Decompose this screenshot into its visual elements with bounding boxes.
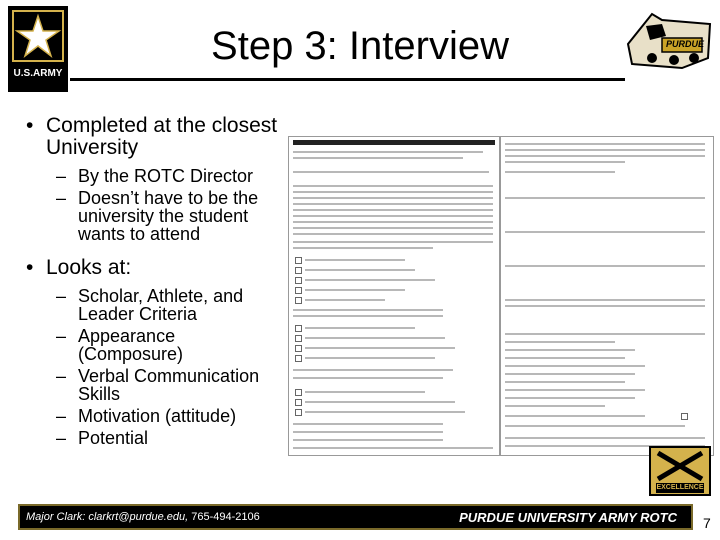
- sub-bullet: – Appearance (Composure): [20, 327, 290, 363]
- interview-form-page-2: [500, 136, 714, 456]
- sub-bullet: – Scholar, Athlete, and Leader Criteria: [20, 287, 290, 323]
- title-divider: [70, 78, 625, 81]
- bullet-looks-at: [20, 257, 290, 279]
- army-logo: [8, 6, 68, 92]
- sub-bullet-text: By the ROTC Director: [78, 166, 254, 186]
- sub-bullet-text: Potential: [78, 428, 149, 448]
- sub-bullet: – Verbal Communication Skills: [20, 367, 290, 403]
- footer-org: PURDUE UNIVERSITY ARMY ROTC: [459, 510, 677, 525]
- sub-bullet-text: Motivation (attitude): [78, 406, 237, 426]
- interview-form-page-1: [288, 136, 500, 456]
- sub-bullet: – Potential: [56, 428, 149, 448]
- sub-bullet-text: Verbal Communication Skills: [78, 366, 260, 404]
- contact-name: Major Clark:: [26, 511, 86, 523]
- army-logo-text: U.S.ARMY: [13, 68, 63, 79]
- bullet-text: Looks at:: [46, 256, 132, 279]
- slide-title: Step 3: Interview: [211, 24, 509, 68]
- form-header-bar: [293, 140, 495, 145]
- footer-contact: [26, 511, 260, 523]
- sub-bullet: – Doesn’t have to be the university the student wants to attend: [20, 189, 290, 243]
- army-star-icon: [12, 10, 64, 62]
- sub-bullet-text: Scholar, Athlete, and Leader Criteria: [78, 286, 244, 324]
- sub-bullet: – By the ROTC Director: [56, 166, 254, 186]
- sub-bullet: – Motivation (attitude): [56, 406, 237, 426]
- contact-email[interactable]: clarkrt@purdue.edu,: [88, 511, 189, 523]
- sub-bullet-text: Doesn’t have to be the university the student wants to attend: [78, 188, 259, 244]
- bullet-interview-location: [20, 115, 290, 159]
- contact-phone: 765-494-2106: [191, 511, 260, 523]
- footer-bar: [18, 504, 693, 530]
- badge-text: EXCELLENCE: [656, 484, 704, 491]
- page-number: 7: [703, 515, 711, 531]
- purdue-logo-text: PURDUE: [666, 39, 705, 49]
- bullet-list: [20, 115, 290, 447]
- sub-bullet-text: Appearance (Composure): [78, 326, 184, 364]
- bullet-text: Completed at the closest University: [46, 114, 278, 159]
